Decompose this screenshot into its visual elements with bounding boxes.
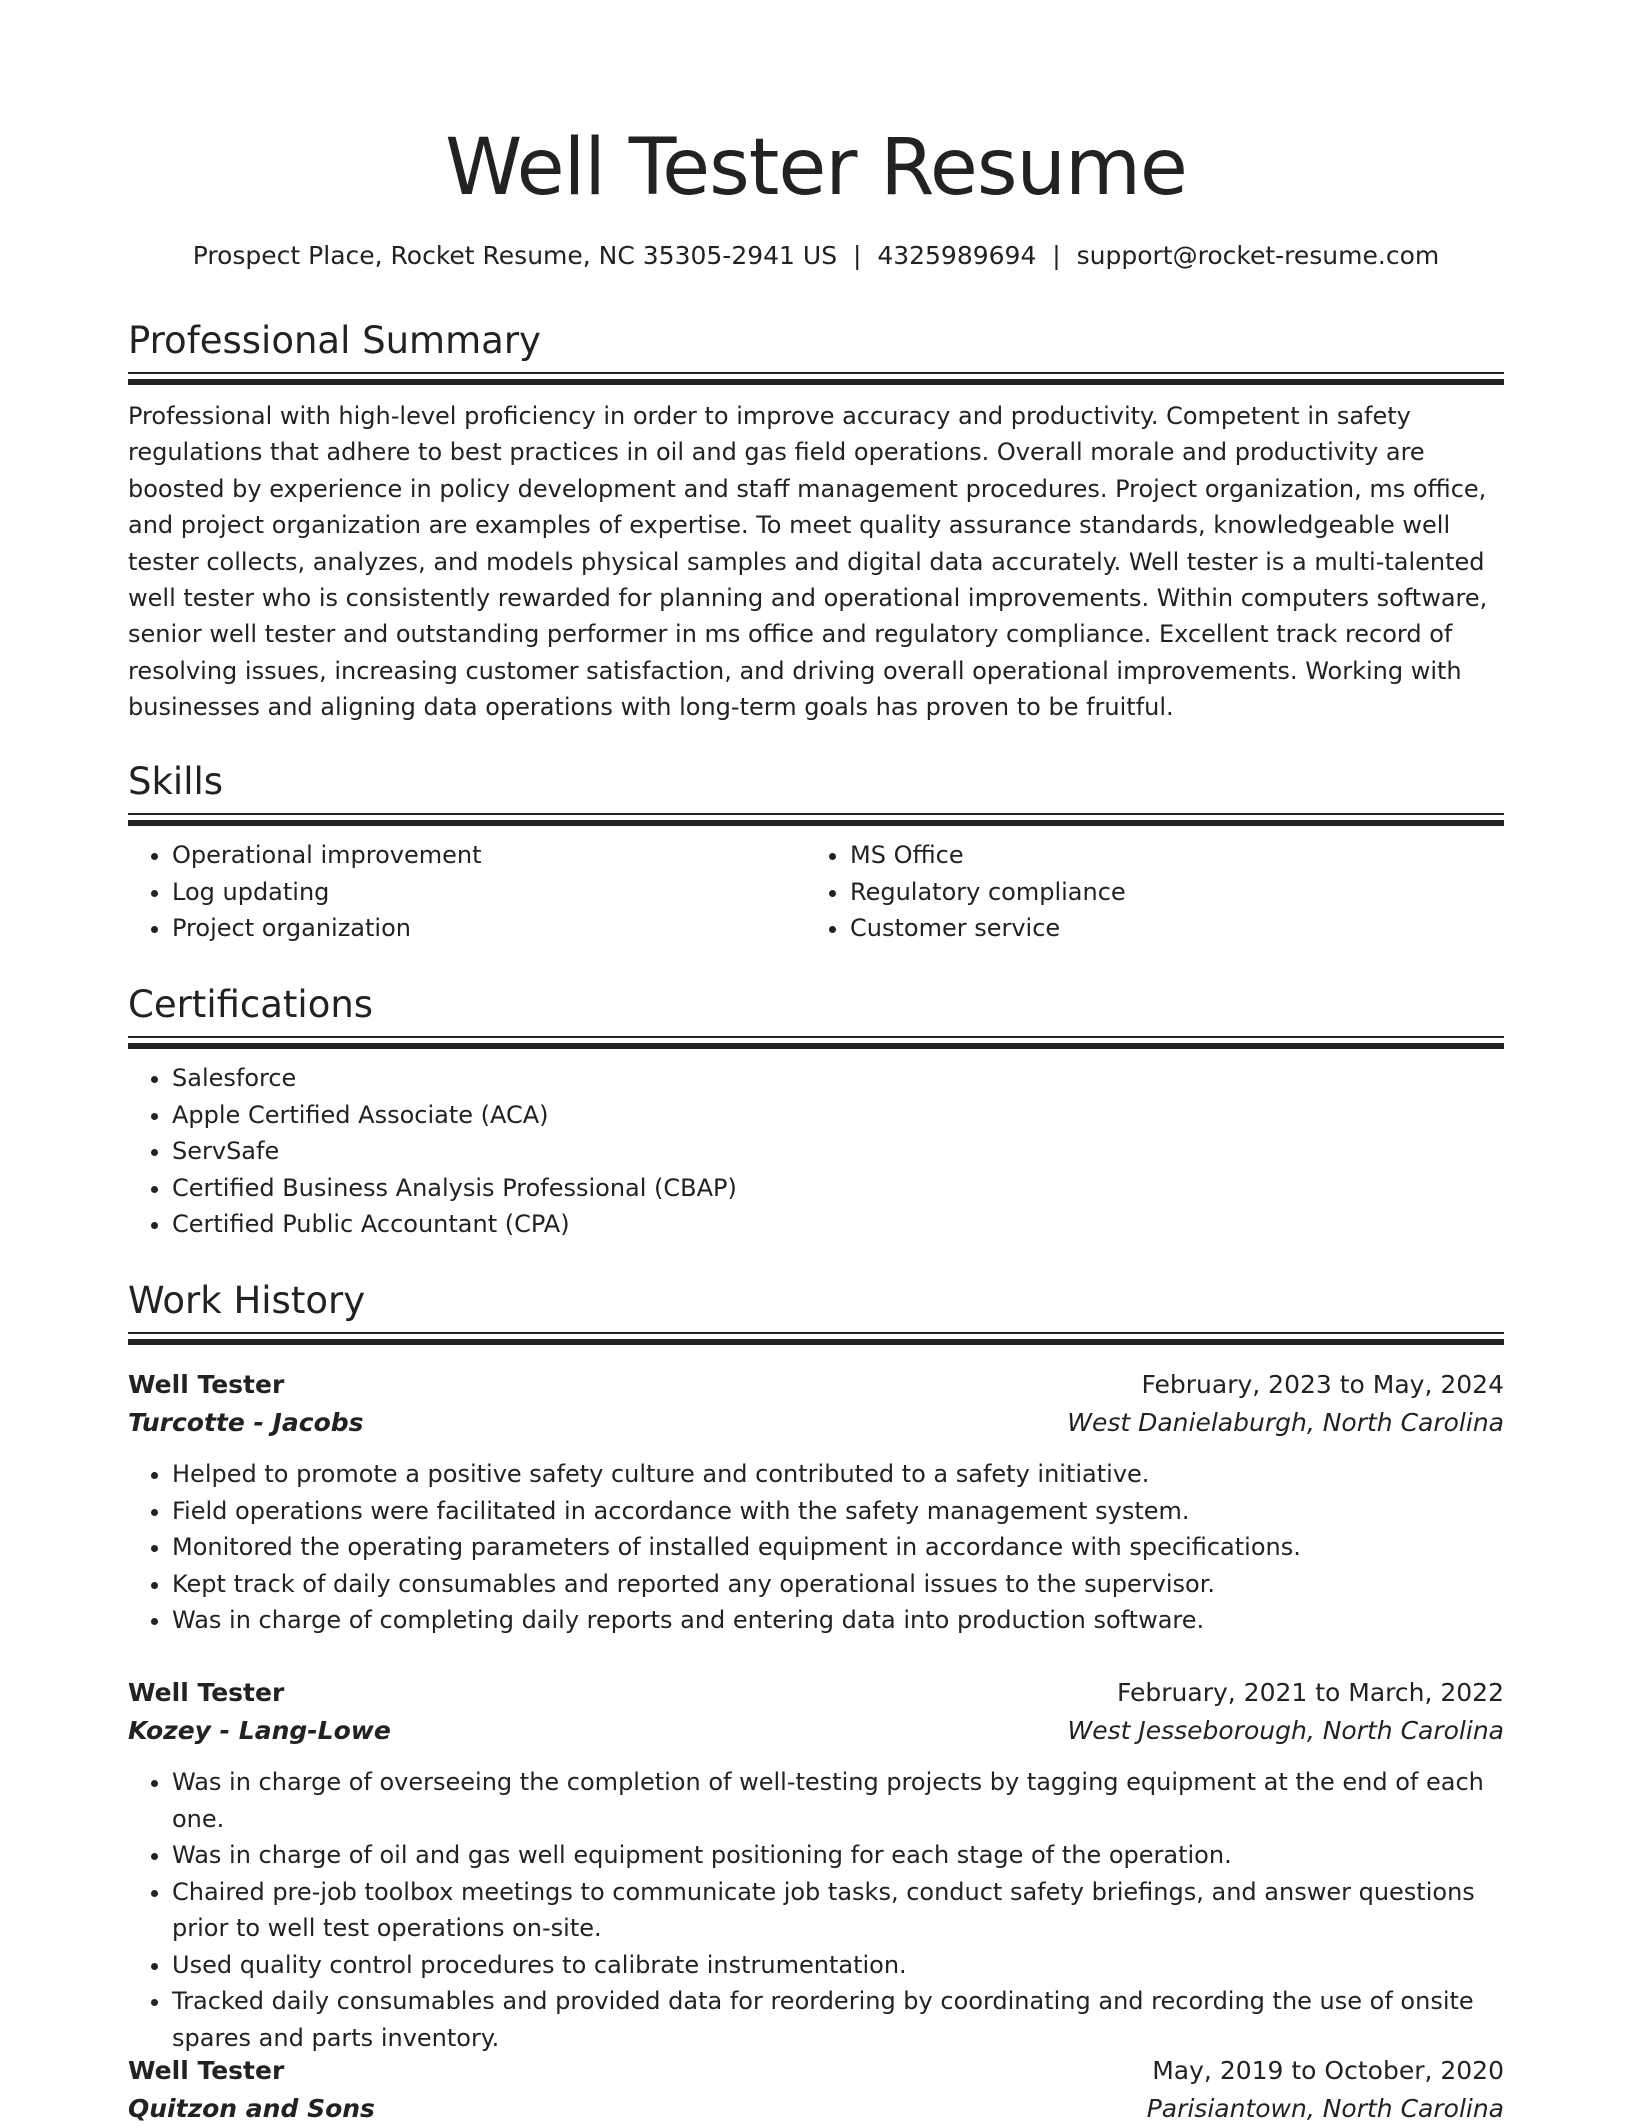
skills-list-left	[128, 837, 806, 947]
job-dates: May, 2019 to October, 2020	[1152, 2056, 1504, 2085]
summary-text: Professional with high-level proficiency in order to improve accuracy and productivity. Competent in safety regulations that adhere to best practices in oil and gas field operations. Overall morale and productivity are boosted by experience in policy development and staff management procedures. Project organization, ms office, and project organization are examples of expertise. To meet quality assurance standards, knowledgeable well tester collects, analyzes, and models physical samples and digital data accurately. Well tester is a multi-talented well tester who is consistently rewarded for planning and operational improvements. Within computers software, senior well tester and outstanding performer in ms office and regulatory compliance. Excellent track record of resolving issues, increasing customer satisfaction, and driving overall operational improvements. Working with businesses and aligning data operations with long-term goals has proven to be fruitful.	[128, 402, 1488, 722]
contact-separator: |	[1052, 241, 1061, 270]
certification-item: • Certified Business Analysis Professional (CBAP)	[172, 1170, 1504, 1207]
skill-item: • Regulatory compliance	[850, 874, 1484, 911]
job-duty: • Tracked daily consumables and provided data for reordering by coordinating and recording the use of onsite spares and parts inventory.	[172, 1983, 1504, 2056]
job-dates: February, 2023 to May, 2024	[1141, 1370, 1504, 1399]
skill-item: • Log updating	[172, 874, 806, 911]
section-heading-work-history: Work History	[128, 1279, 366, 1322]
job-company: Turcotte - Jacobs	[128, 1408, 364, 1437]
job-subheader	[128, 1404, 1504, 1442]
job-duties	[128, 1456, 1504, 1639]
summary-section	[128, 316, 1504, 726]
job-company: Kozey - Lang-Lowe	[128, 1716, 391, 1745]
job-location: West Danielaburgh, North Carolina	[1067, 1408, 1504, 1437]
page-title: Well Tester Resume	[445, 123, 1187, 213]
job-duty: • Monitored the operating parameters of installed equipment in accordance with specifications.	[172, 1529, 1504, 1566]
job-dates: February, 2021 to March, 2022	[1116, 1678, 1504, 1707]
job-title: Well Tester	[128, 2056, 285, 2085]
certification-item: • ServSafe	[172, 1133, 1504, 1170]
job-entry	[128, 1674, 1504, 2056]
section-heading-summary: Professional Summary	[128, 319, 541, 362]
skill-item: • Operational improvement	[172, 837, 806, 874]
job-header	[128, 1366, 1504, 1404]
job-subheader	[128, 2090, 1504, 2128]
job-header	[128, 1674, 1504, 1712]
certifications-section	[128, 980, 1504, 1243]
job-duty: • Helped to promote a positive safety culture and contributed to a safety initiative.	[172, 1456, 1504, 1493]
skills-list-right	[806, 837, 1484, 947]
job-location: Parisiantown, North Carolina	[1146, 2094, 1504, 2123]
contact-separator: |	[852, 241, 862, 270]
job-duty: • Field operations were facilitated in accordance with the safety management system.	[172, 1493, 1504, 1530]
contact-address: Prospect Place, Rocket Resume, NC 35305-2941 US	[192, 241, 838, 270]
section-divider	[128, 813, 1504, 827]
certification-item: • Salesforce	[172, 1060, 1504, 1097]
job-entry	[128, 2052, 1504, 2128]
job-title: Well Tester	[128, 1678, 285, 1707]
section-divider	[128, 372, 1504, 386]
work-history-section	[128, 1276, 1504, 1346]
job-header	[128, 2052, 1504, 2090]
section-divider	[128, 1036, 1504, 1050]
job-duty: • Was in charge of completing daily reports and entering data into production software.	[172, 1602, 1504, 1639]
skills-grid	[128, 827, 1504, 947]
certification-item: • Apple Certified Associate (ACA)	[172, 1097, 1504, 1134]
job-duties	[128, 1764, 1504, 2056]
job-duty: • Kept track of daily consumables and reported any operational issues to the supervisor.	[172, 1566, 1504, 1603]
job-subheader	[128, 1712, 1504, 1750]
job-location: West Jesseborough, North Carolina	[1067, 1716, 1504, 1745]
job-duty: • Was in charge of oil and gas well equipment positioning for each stage of the operation.	[172, 1837, 1504, 1874]
job-duty: • Chaired pre-job toolbox meetings to communicate job tasks, conduct safety briefings, and answer questions prior to well test operations on-site.	[172, 1874, 1504, 1947]
section-heading-certifications: Certifications	[128, 983, 374, 1026]
job-duty: • Used quality control procedures to calibrate instrumentation.	[172, 1947, 1504, 1984]
contact-email: support@rocket-resume.com	[1076, 241, 1440, 270]
job-entry	[128, 1366, 1504, 1639]
section-heading-skills: Skills	[128, 760, 224, 803]
skill-item: • Project organization	[172, 910, 806, 947]
job-duty: • Was in charge of overseeing the completion of well-testing projects by tagging equipment at the end of each one.	[172, 1764, 1504, 1837]
certifications-list	[128, 1060, 1504, 1243]
contact-line	[128, 238, 1504, 274]
skill-item: • Customer service	[850, 910, 1484, 947]
section-divider	[128, 1332, 1504, 1346]
skill-item: • MS Office	[850, 837, 1484, 874]
skills-section	[128, 757, 1504, 947]
job-company: Quitzon and Sons	[128, 2094, 375, 2123]
contact-phone: 4325989694	[877, 241, 1037, 270]
job-title: Well Tester	[128, 1370, 285, 1399]
certification-item: • Certified Public Accountant (CPA)	[172, 1206, 1504, 1243]
